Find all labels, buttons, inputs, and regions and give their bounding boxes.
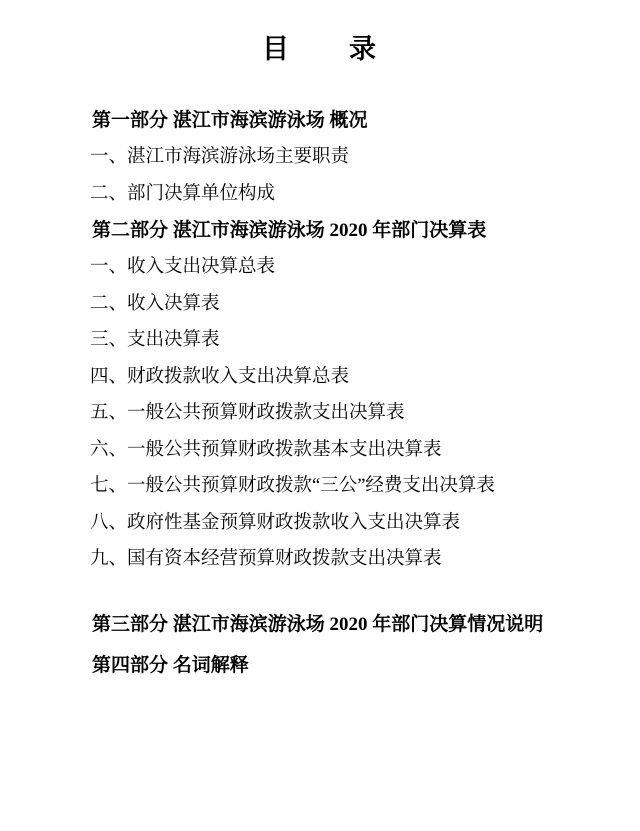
toc-part-4[interactable]: 第四部分 名词解释 <box>92 655 249 677</box>
toc-entry <box>62 368 600 387</box>
toc-entry <box>62 404 600 423</box>
page-title <box>0 33 640 65</box>
toc-entry <box>62 111 600 130</box>
toc-entry <box>62 258 600 277</box>
page-title-char-2: 录 <box>349 34 378 64</box>
toc-item-1-2[interactable]: 二、部门决算单位构成 <box>90 183 276 204</box>
toc-tail-group <box>62 611 600 676</box>
toc-part-1[interactable]: 第一部分 湛江市海滨游泳场 概况 <box>92 110 368 132</box>
toc-entry <box>62 656 600 675</box>
page-title-char-1: 目 <box>262 34 291 64</box>
toc-entry <box>62 441 600 460</box>
toc-entry <box>62 611 600 639</box>
toc-item-2-5[interactable]: 五、一般公共预算财政拨款支出决算表 <box>90 403 405 424</box>
toc-item-2-8[interactable]: 八、政府性基金预算财政拨款收入支出决算表 <box>90 512 461 533</box>
toc-entry <box>62 185 600 204</box>
toc-item-2-6[interactable]: 六、一般公共预算财政拨款基本支出决算表 <box>90 439 442 460</box>
toc-item-1-1[interactable]: 一、湛江市海滨游泳场主要职责 <box>90 147 350 168</box>
toc-item-2-7[interactable]: 七、一般公共预算财政拨款“三公”经费支出决算表 <box>90 476 495 497</box>
toc-entry <box>62 295 600 314</box>
toc-part-3[interactable]: 第三部分 湛江市海滨游泳场 2020 年部门决算情况说明 <box>92 613 544 635</box>
toc-item-2-4[interactable]: 四、财政拨款收入支出决算总表 <box>90 366 350 387</box>
document-page <box>0 33 640 831</box>
toc-entry <box>62 477 600 496</box>
table-of-contents <box>0 111 640 675</box>
toc-entry <box>62 514 600 533</box>
toc-item-2-3[interactable]: 三、支出决算表 <box>90 330 220 351</box>
toc-entry <box>62 550 600 569</box>
toc-entry <box>62 148 600 167</box>
toc-entry <box>62 331 600 350</box>
toc-item-2-2[interactable]: 二、收入决算表 <box>90 293 220 314</box>
toc-item-2-1[interactable]: 一、收入支出决算总表 <box>90 257 276 278</box>
toc-item-2-9[interactable]: 九、国有资本经营预算财政拨款支出决算表 <box>90 549 442 570</box>
toc-entry <box>62 221 600 240</box>
toc-part-2[interactable]: 第二部分 湛江市海滨游泳场 2020 年部门决算表 <box>92 220 487 242</box>
